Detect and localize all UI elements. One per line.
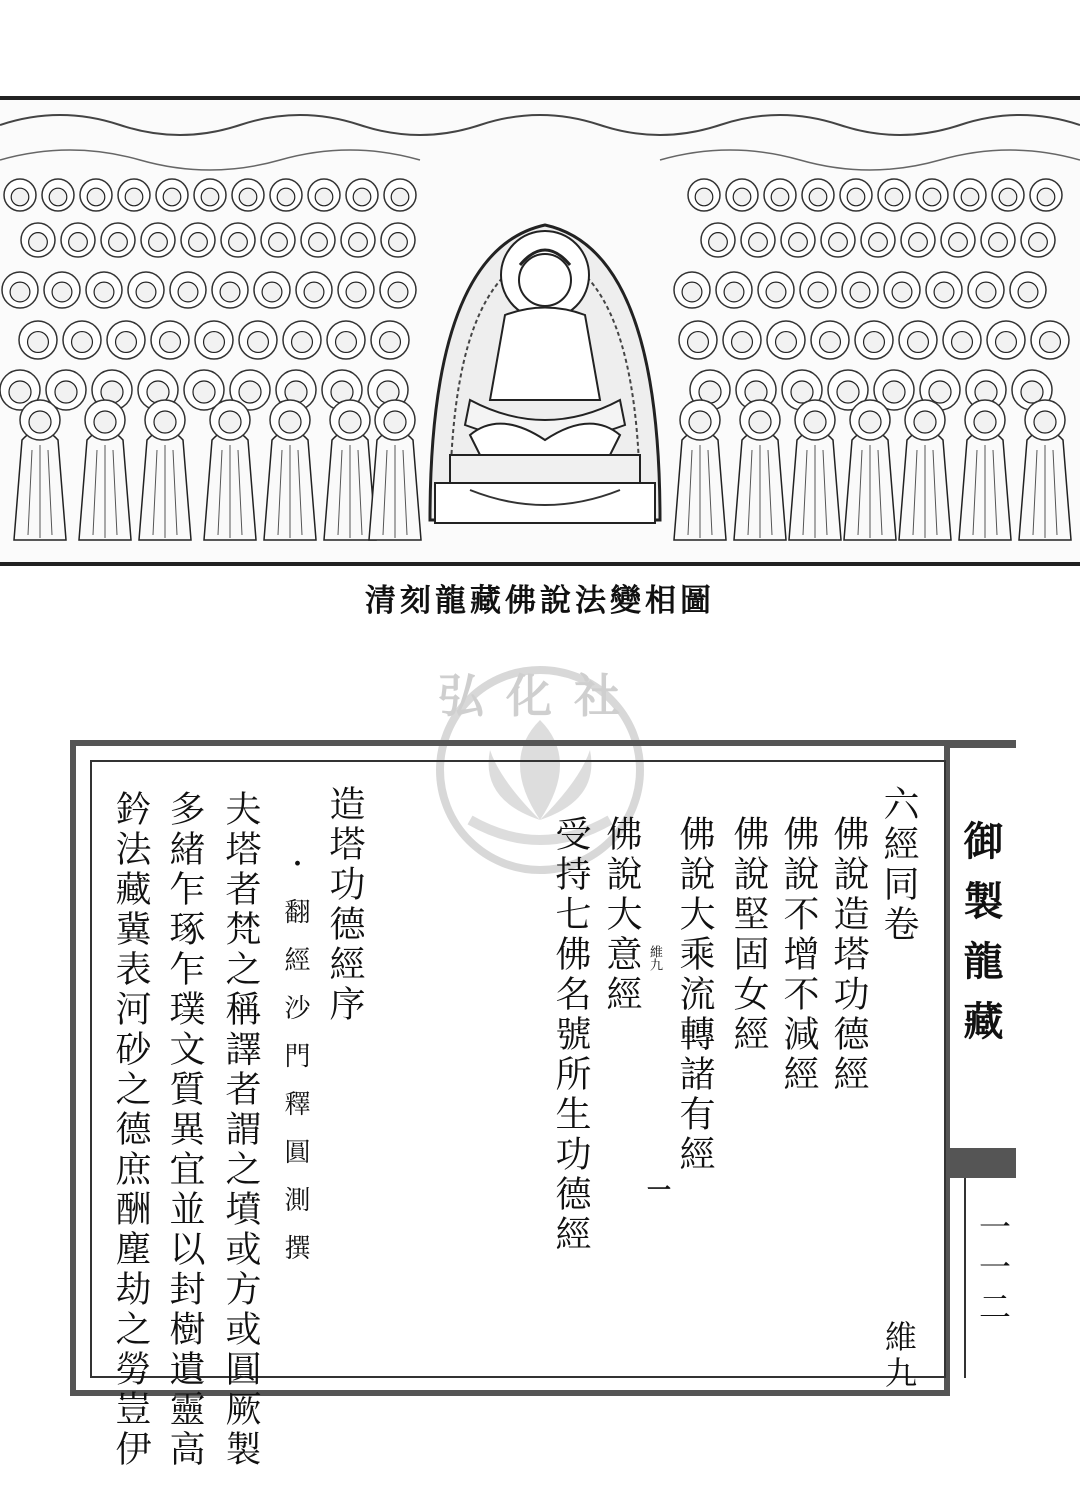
figure-head [766,282,786,302]
figure-head [384,411,406,433]
figure-head [682,282,702,302]
figure-head [219,411,241,433]
figure-head [349,233,368,252]
figure-head [976,282,996,302]
margin-band [946,1148,1016,1178]
figure-head [248,332,269,353]
figure-head [52,282,72,302]
sutra-title-1: 佛說造塔功德經 [828,815,869,1095]
figure-head [914,411,936,433]
figure-head [136,282,156,302]
figure-head [732,332,753,353]
figure-head [883,381,905,403]
figure-head [749,233,768,252]
figure-head [154,411,176,433]
figure-head [929,381,951,403]
figure-head [804,411,826,433]
buddha-figure [430,225,660,523]
frame-top-extension [946,740,1016,748]
preface-author: ・翻經沙門釋圓測撰 [280,850,310,1282]
figure-head [178,282,198,302]
figure-head [1018,282,1038,302]
figure-head [999,188,1017,206]
figure-head [220,282,240,302]
collection-title: 御製龍藏 [957,820,1004,1060]
figure-head [380,332,401,353]
figure-head [201,188,219,206]
figure-head [961,188,979,206]
figure-head [193,381,215,403]
figure-head [29,233,48,252]
figure-head [29,411,51,433]
figure-head [292,332,313,353]
figure-head [28,332,49,353]
figure-head [885,188,903,206]
margin-edge-line [964,1178,966,1378]
figure-head [695,188,713,206]
figure-head [109,233,128,252]
contents-heading: 六經同卷 [878,785,919,945]
margin-volume-mark: 維九 [647,945,662,971]
figure-head [72,332,93,353]
figure-head [309,233,328,252]
figure-head [315,188,333,206]
sutra-title-4: 佛說大乘流轉諸有經 [674,815,715,1175]
figure-head [771,188,789,206]
figure-head [776,332,797,353]
sutra-title-3: 佛說堅固女經 [728,815,769,1055]
figure-head [94,282,114,302]
figure-head [204,332,225,353]
sutra-title-5: 佛說大意經 [601,815,642,1015]
figure-head [949,233,968,252]
preface-line-2: 多緒乍琢乍璞文質異宜並以封樹遺靈高 [164,790,205,1470]
figure-head [709,233,728,252]
figure-head [55,381,77,403]
dash-mark: 一 [647,1175,671,1204]
figure-head [989,233,1008,252]
illustration-drawing [0,100,1080,562]
preface-line-1: 夫塔者梵之稱譯者謂之墳或方或圓厥製 [220,790,261,1470]
figure-head [974,411,996,433]
figure-head [724,282,744,302]
figure-head [733,188,751,206]
figure-head [1029,233,1048,252]
figure-head [688,332,709,353]
figure-head [149,233,168,252]
figure-head [279,411,301,433]
figure-head [346,282,366,302]
figure-head [304,282,324,302]
figure-head [996,332,1017,353]
figure-head [116,332,137,353]
sutra-title-6: 受持七佛名號所生功德經 [550,815,591,1255]
figure-head [789,233,808,252]
figure-head [923,188,941,206]
figure-head [864,332,885,353]
figure-head [791,381,813,403]
figure-head [389,233,408,252]
figure-head [859,411,881,433]
figure-head [49,188,67,206]
figure-head [269,233,288,252]
figure-head [229,233,248,252]
figure-head [1037,188,1055,206]
figure-head [847,188,865,206]
figure-head [952,332,973,353]
figure-head [809,188,827,206]
buddha-assembly-illustration [0,96,1080,566]
figure-head [808,282,828,302]
figure-head [353,188,371,206]
sutra-title-2: 佛說不增不減經 [778,815,819,1095]
figure-head [239,381,261,403]
figure-head [69,233,88,252]
illustration-caption: 清刻龍藏佛說法變相圖 [365,583,715,619]
figure-head [850,282,870,302]
watermark-text: 弘化社 [438,669,642,723]
figure-head [869,233,888,252]
cloud-band [0,115,1080,170]
figure-head [336,332,357,353]
figure-head [934,282,954,302]
figure-head [1021,381,1043,403]
figure-head [391,188,409,206]
figure-head [239,188,257,206]
figure-head [388,282,408,302]
volume-mark: 維九 [880,1320,918,1392]
figure-head [820,332,841,353]
figure-head [262,282,282,302]
figure-head [749,411,771,433]
figure-head [689,411,711,433]
figure-head [1040,332,1061,353]
figure-head [189,233,208,252]
figure-head [9,381,31,403]
figure-head [94,411,116,433]
preface-line-3: 鈐法藏冀表河砂之德庶酬塵劫之勞豈伊 [110,790,151,1470]
figure-head [909,233,928,252]
figure-head [160,332,181,353]
figure-head [829,233,848,252]
figure-head [10,282,30,302]
figure-head [339,411,361,433]
figure-head [908,332,929,353]
figure-head [163,188,181,206]
figure-head [1034,411,1056,433]
figure-head [125,188,143,206]
figure-head [87,188,105,206]
figure-head [11,188,29,206]
figure-head [277,188,295,206]
figure-head [892,282,912,302]
figure-head [837,381,859,403]
page-number: 一一二 [974,1210,1012,1330]
preface-title: 造塔功德經序 [324,785,365,1025]
